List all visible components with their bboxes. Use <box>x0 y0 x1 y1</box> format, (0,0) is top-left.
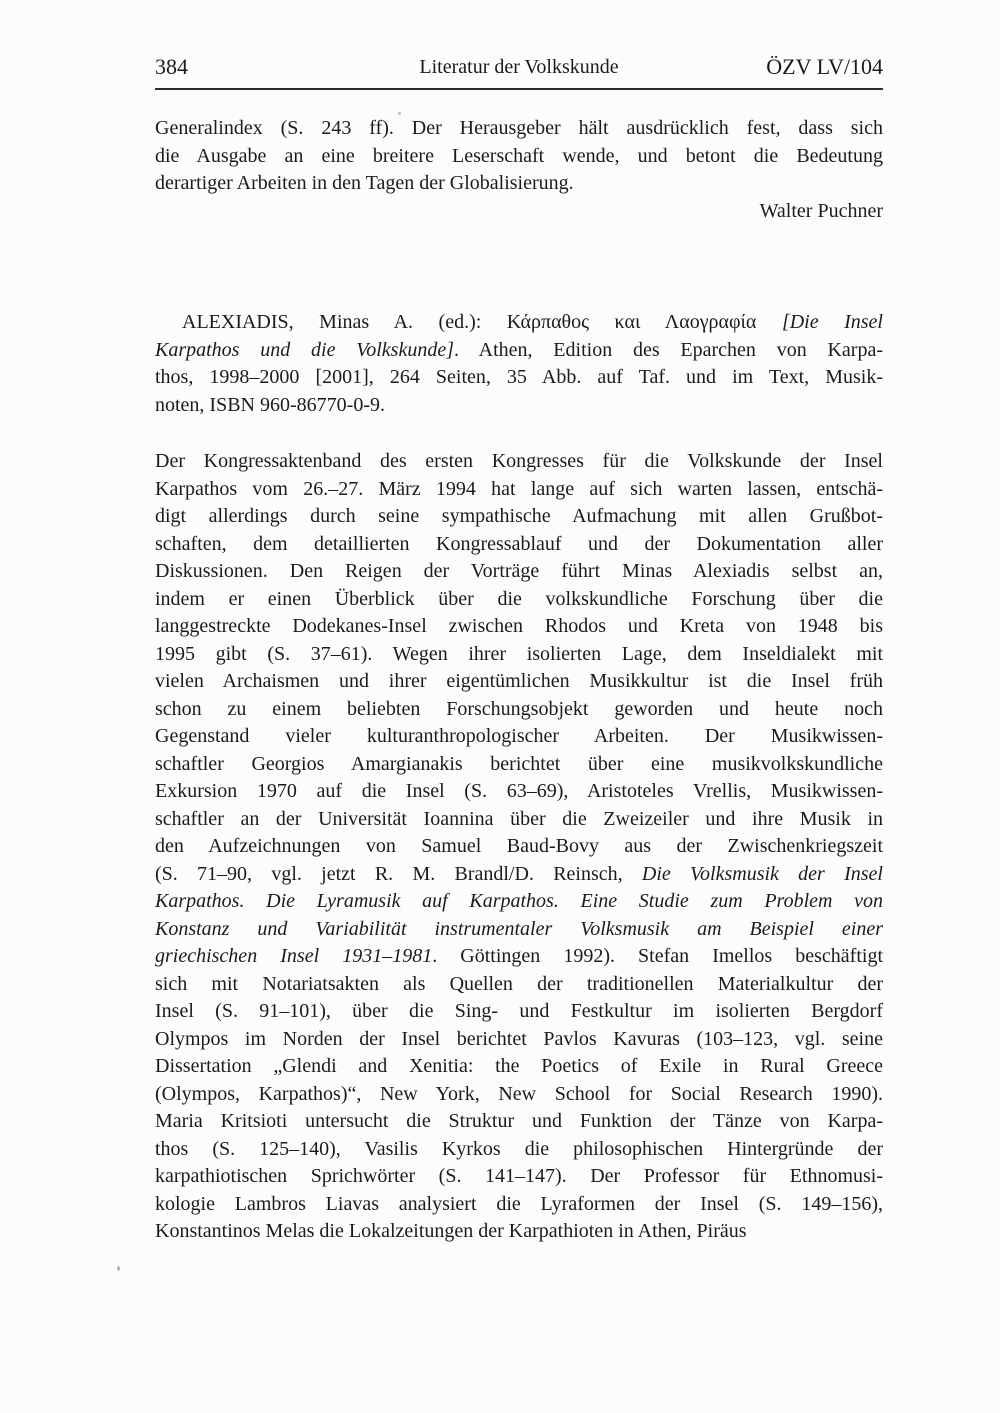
text-line <box>155 998 883 1026</box>
text-line <box>155 337 883 365</box>
italic-text-segment: Karpathos und die Volkskunde] <box>155 338 454 361</box>
text-line <box>155 1026 883 1054</box>
text-segment: Generalindex (S. 243 ff). Der Herausgeber hält ausdrücklich fest, dass sich <box>155 117 883 139</box>
text-line <box>155 309 883 337</box>
text-segment: (Olympos, Karpathos)“, New York, New School for Social Research 1990). <box>155 1082 883 1105</box>
text-segment: Gegenstand vieler kulturanthropologischer Arbeiten. Der Musikwissen- <box>155 725 883 747</box>
italic-text-segment: Konstanz und Variabilität instrumentaler Volksmusik am Beispiel einer <box>155 917 883 940</box>
text-line <box>155 1218 883 1246</box>
page-number: 384 <box>155 54 188 79</box>
text-segment: karpathiotischen Sprichwörter (S. 141–147). Der Professor für Ethnomusi- <box>155 1165 883 1187</box>
paragraph-review-body <box>155 448 883 1246</box>
text-segment: langgestreckte Dodekanes-Insel zwischen Rhodos und Kreta von 1948 bis <box>155 615 883 637</box>
text-segment: . Athen, Edition des Eparchen von Karpa- <box>453 338 883 361</box>
text-segment: derartiger Arbeiten in den Tagen der Globalisierung. <box>155 172 574 194</box>
text-line <box>155 1081 883 1109</box>
text-line <box>155 916 883 944</box>
text-segment: (S. 71–90, vgl. jetzt R. M. Brandl/D. Reinsch, <box>155 862 642 885</box>
text-segment: digt allerdings durch seine sympathische Aufmachung mit allen Grußbot- <box>155 505 883 527</box>
text-line <box>155 1136 883 1164</box>
text-segment: vielen Archaismen und ihrer eigentümlichen Musikkultur ist die Insel früh <box>155 670 883 692</box>
text-segment: Karpathos vom 26.–27. März 1994 hat lange auf sich warten lassen, entschä- <box>155 477 883 500</box>
text-line <box>155 448 883 476</box>
text-segment: Exkursion 1970 auf die Insel (S. 63–69), Aristoteles Vrellis, Musikwissen- <box>155 780 883 802</box>
paragraph-continuation <box>155 115 883 198</box>
text-segment: kologie Lambros Liavas analysiert die Lyraformen der Insel (S. 149–156), <box>155 1192 883 1215</box>
text-line <box>155 531 883 559</box>
italic-text-segment: Die Volksmusik der Insel <box>641 862 883 885</box>
text-segment: ALEXIADIS, Minas A. (ed.): Κάρπαθος και Λαογραφία <box>182 311 782 333</box>
text-segment: Dissertation „Glendi and Xenitia: the Poetics of Exile in Rural Greece <box>155 1055 883 1077</box>
text-line <box>155 1191 883 1219</box>
text-line <box>155 943 883 971</box>
text-line <box>155 723 883 751</box>
issue-code: ÖZV LV/104 <box>766 54 883 79</box>
scan-artifact <box>117 1266 120 1271</box>
text-segment: sich mit Notariatsakten als Quellen der traditionellen Materialkultur der <box>155 972 883 995</box>
text-segment: den Aufzeichnungen von Samuel Baud-Bovy aus der Zwischenkriegszeit <box>155 835 883 857</box>
page-header <box>155 54 883 82</box>
text-line <box>155 476 883 504</box>
text-line <box>155 143 883 171</box>
text-line <box>155 778 883 806</box>
text-line <box>155 198 883 226</box>
text-segment: Walter Puchner <box>759 199 883 222</box>
text-segment: indem er einen Überblick über die volkskundliche Forschung über die <box>155 587 883 610</box>
text-line <box>155 503 883 531</box>
text-line <box>155 1163 883 1191</box>
header-rule <box>155 88 883 90</box>
page-body <box>155 115 883 1246</box>
text-line <box>155 668 883 696</box>
text-line <box>155 1108 883 1136</box>
paragraph-signature <box>155 198 883 226</box>
text-segment: schon zu einem beliebten Forschungsobjekt geworden und heute noch <box>155 697 883 720</box>
text-segment: schaften, dem detaillierten Kongressablauf und der Dokumentation aller <box>155 532 883 555</box>
italic-text-segment: griechischen Insel 1931–1981 <box>155 945 433 967</box>
paragraph-bibliographic-entry <box>155 309 883 419</box>
text-segment: die Ausgabe an eine breitere Leserschaft wende, und betont die Bedeutung <box>155 144 883 167</box>
text-line <box>155 696 883 724</box>
text-line <box>155 833 883 861</box>
page-content <box>155 0 883 1246</box>
text-line <box>155 971 883 999</box>
text-segment: noten, ISBN 960-86770-0-9. <box>155 393 385 416</box>
text-segment: 1995 gibt (S. 37–61). Wegen ihrer isolierten Lage, dem Inseldialekt mit <box>155 642 883 665</box>
text-segment: Insel (S. 91–101), über die Sing- und Festkultur im isolierten Bergdorf <box>155 1000 883 1022</box>
text-line <box>155 861 883 889</box>
text-segment: Konstantinos Melas die Lokalzeitungen der Karpathioten in Athen, Piräus <box>155 1220 747 1242</box>
text-line <box>155 558 883 586</box>
italic-text-segment: [Die Insel <box>781 311 883 333</box>
text-segment: schaftler Georgios Amargianakis berichtet über eine musikvolkskundliche <box>155 752 883 775</box>
text-line <box>155 1053 883 1081</box>
text-segment: Diskussionen. Den Reigen der Vorträge führt Minas Alexiadis selbst an, <box>155 560 883 582</box>
text-line <box>155 586 883 614</box>
text-segment: . Göttingen 1992). Stefan Imellos beschäftigt <box>432 945 883 967</box>
text-line <box>155 613 883 641</box>
italic-text-segment: Karpathos. Die Lyramusik auf Karpathos. Eine Studie zum Problem von <box>155 890 883 912</box>
text-line <box>155 364 883 392</box>
scan-artifact <box>398 112 401 115</box>
text-line <box>155 888 883 916</box>
text-segment: thos, 1998–2000 [2001], 264 Seiten, 35 Abb. auf Taf. und im Text, Musik- <box>155 366 883 388</box>
text-line <box>155 170 883 198</box>
text-segment: Olympos im Norden der Insel berichtet Pavlos Kavuras (103–123, vgl. seine <box>155 1027 883 1050</box>
running-title: Literatur der Volkskunde <box>419 56 619 78</box>
text-line <box>155 115 883 143</box>
text-line <box>155 641 883 669</box>
text-segment: Maria Kritsioti untersucht die Struktur und Funktion der Tänze von Karpa- <box>155 1110 883 1132</box>
text-segment: Der Kongressaktenband des ersten Kongresses für die Volkskunde der Insel <box>155 450 883 472</box>
text-segment: thos (S. 125–140), Vasilis Kyrkos die philosophischen Hintergründe der <box>155 1137 883 1160</box>
text-line <box>155 392 883 420</box>
text-segment: schaftler an der Universität Ioannina über die Zweizeiler und ihre Musik in <box>155 807 883 830</box>
text-line <box>155 751 883 779</box>
text-line <box>155 806 883 834</box>
